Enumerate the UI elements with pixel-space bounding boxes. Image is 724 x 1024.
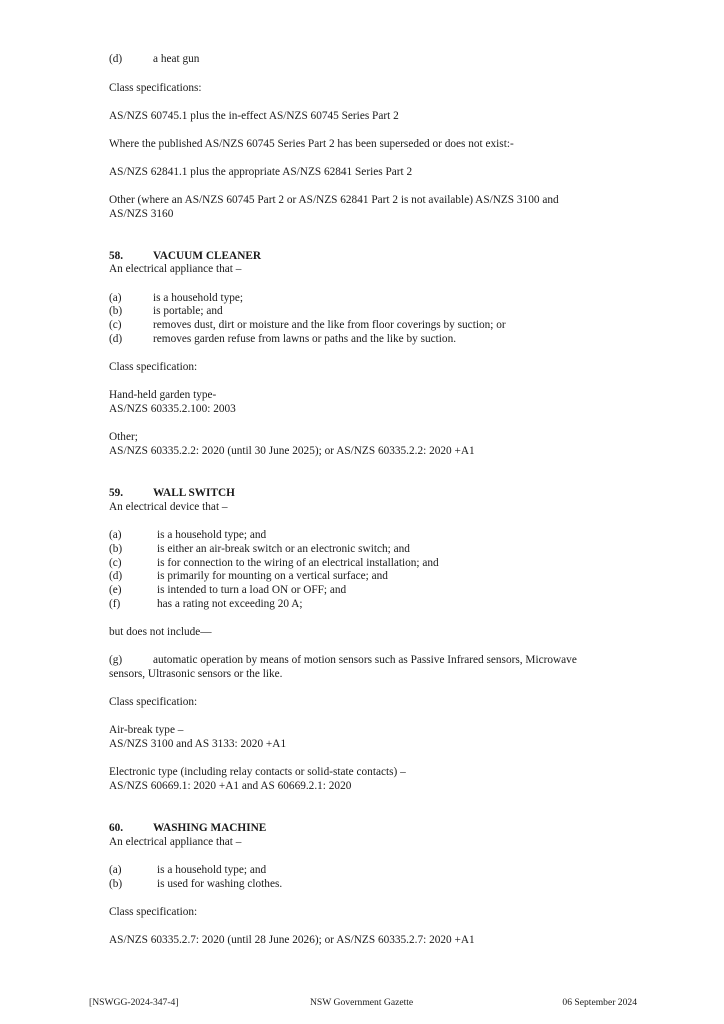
section-intro: An electrical device that – [109, 501, 228, 513]
list-item-text: is intended to turn a load ON or OFF; and [157, 584, 347, 596]
list-item-text: is either an air-break switch or an electronic switch; and [157, 543, 410, 555]
list-item-label: (d) [109, 570, 123, 582]
list-item-text: is for connection to the wiring of an electrical installation; and [157, 557, 439, 569]
type-spec: AS/NZS 60335.2.2: 2020 (until 30 June 2025); or AS/NZS 60335.2.2: 2020 +A1 [109, 445, 475, 457]
list-item-label: (a) [109, 292, 122, 304]
list-item-label: (c) [109, 319, 122, 331]
exclusion-text: sensors, Ultrasonic sensors or the like. [109, 668, 283, 680]
spec-line: AS/NZS 3160 [109, 208, 174, 220]
list-item-text: has a rating not exceeding 20 A; [157, 598, 303, 610]
exclusion-intro: but does not include— [109, 626, 212, 638]
list-item-label: (e) [109, 584, 122, 596]
list-item-label: (f) [109, 598, 121, 610]
class-spec-heading: Class specifications: [109, 82, 202, 94]
list-item-text: is used for washing clothes. [157, 878, 283, 890]
list-item-text: is primarily for mounting on a vertical surface; and [157, 570, 388, 582]
footer-publication: NSW Government Gazette [310, 997, 414, 1008]
footer-reference: [NSWGG-2024-347-4] [89, 997, 179, 1008]
type-spec: AS/NZS 60335.2.7: 2020 (until 28 June 2026); or AS/NZS 60335.2.7: 2020 +A1 [109, 934, 475, 946]
class-spec-heading: Class specification: [109, 361, 198, 373]
exclusion-label: (g) [109, 654, 123, 666]
list-item-label: (b) [109, 543, 123, 555]
type-spec: AS/NZS 3100 and AS 3133: 2020 +A1 [109, 738, 287, 750]
type-label: Other; [109, 431, 138, 443]
list-item-label: (a) [109, 864, 122, 876]
type-spec: AS/NZS 60669.1: 2020 +A1 and AS 60669.2.1: 2020 [109, 780, 352, 792]
section-number: 59. [109, 487, 124, 499]
item-label: (d) [109, 53, 123, 65]
type-spec: AS/NZS 60335.2.100: 2003 [109, 403, 236, 415]
item-text: a heat gun [153, 53, 200, 65]
spec-line: Where the published AS/NZS 60745 Series Part 2 has been superseded or does not exist:- [109, 138, 514, 150]
section-title: WASHING MACHINE [153, 822, 267, 834]
list-item-label: (b) [109, 878, 123, 890]
class-spec-heading: Class specification: [109, 906, 198, 918]
list-item-text: removes dust, dirt or moisture and the like from floor coverings by suction; or [153, 319, 506, 331]
section-intro: An electrical appliance that – [109, 263, 242, 275]
type-label: Hand-held garden type- [109, 389, 217, 401]
spec-line: AS/NZS 60745.1 plus the in-effect AS/NZS 60745 Series Part 2 [109, 110, 399, 122]
list-item-label: (c) [109, 557, 122, 569]
list-item-label: (a) [109, 529, 122, 541]
type-label: Air-break type – [109, 724, 184, 736]
list-item-text: removes garden refuse from lawns or paths and the like by suction. [153, 333, 457, 345]
list-item-text: is portable; and [153, 305, 223, 317]
type-label: Electronic type (including relay contacts or solid-state contacts) – [109, 766, 406, 778]
class-spec-heading: Class specification: [109, 696, 198, 708]
section-number: 60. [109, 822, 124, 834]
footer-date: 06 September 2024 [562, 997, 637, 1008]
list-item-label: (b) [109, 305, 123, 317]
section-title: VACUUM CLEANER [153, 250, 262, 262]
spec-line: AS/NZS 62841.1 plus the appropriate AS/NZS 62841 Series Part 2 [109, 166, 413, 178]
section-intro: An electrical appliance that – [109, 836, 242, 848]
list-item-text: is a household type; and [157, 529, 267, 541]
list-item-text: is a household type; and [157, 864, 267, 876]
spec-line: Other (where an AS/NZS 60745 Part 2 or AS/NZS 62841 Part 2 is not available) AS/NZS 3100 and [109, 194, 559, 206]
section-title: WALL SWITCH [153, 487, 235, 499]
list-item-label: (d) [109, 333, 123, 345]
list-item-text: is a household type; [153, 292, 244, 304]
section-number: 58. [109, 250, 124, 262]
exclusion-text: automatic operation by means of motion sensors such as Passive Infrared sensors, Microwave [153, 654, 577, 666]
